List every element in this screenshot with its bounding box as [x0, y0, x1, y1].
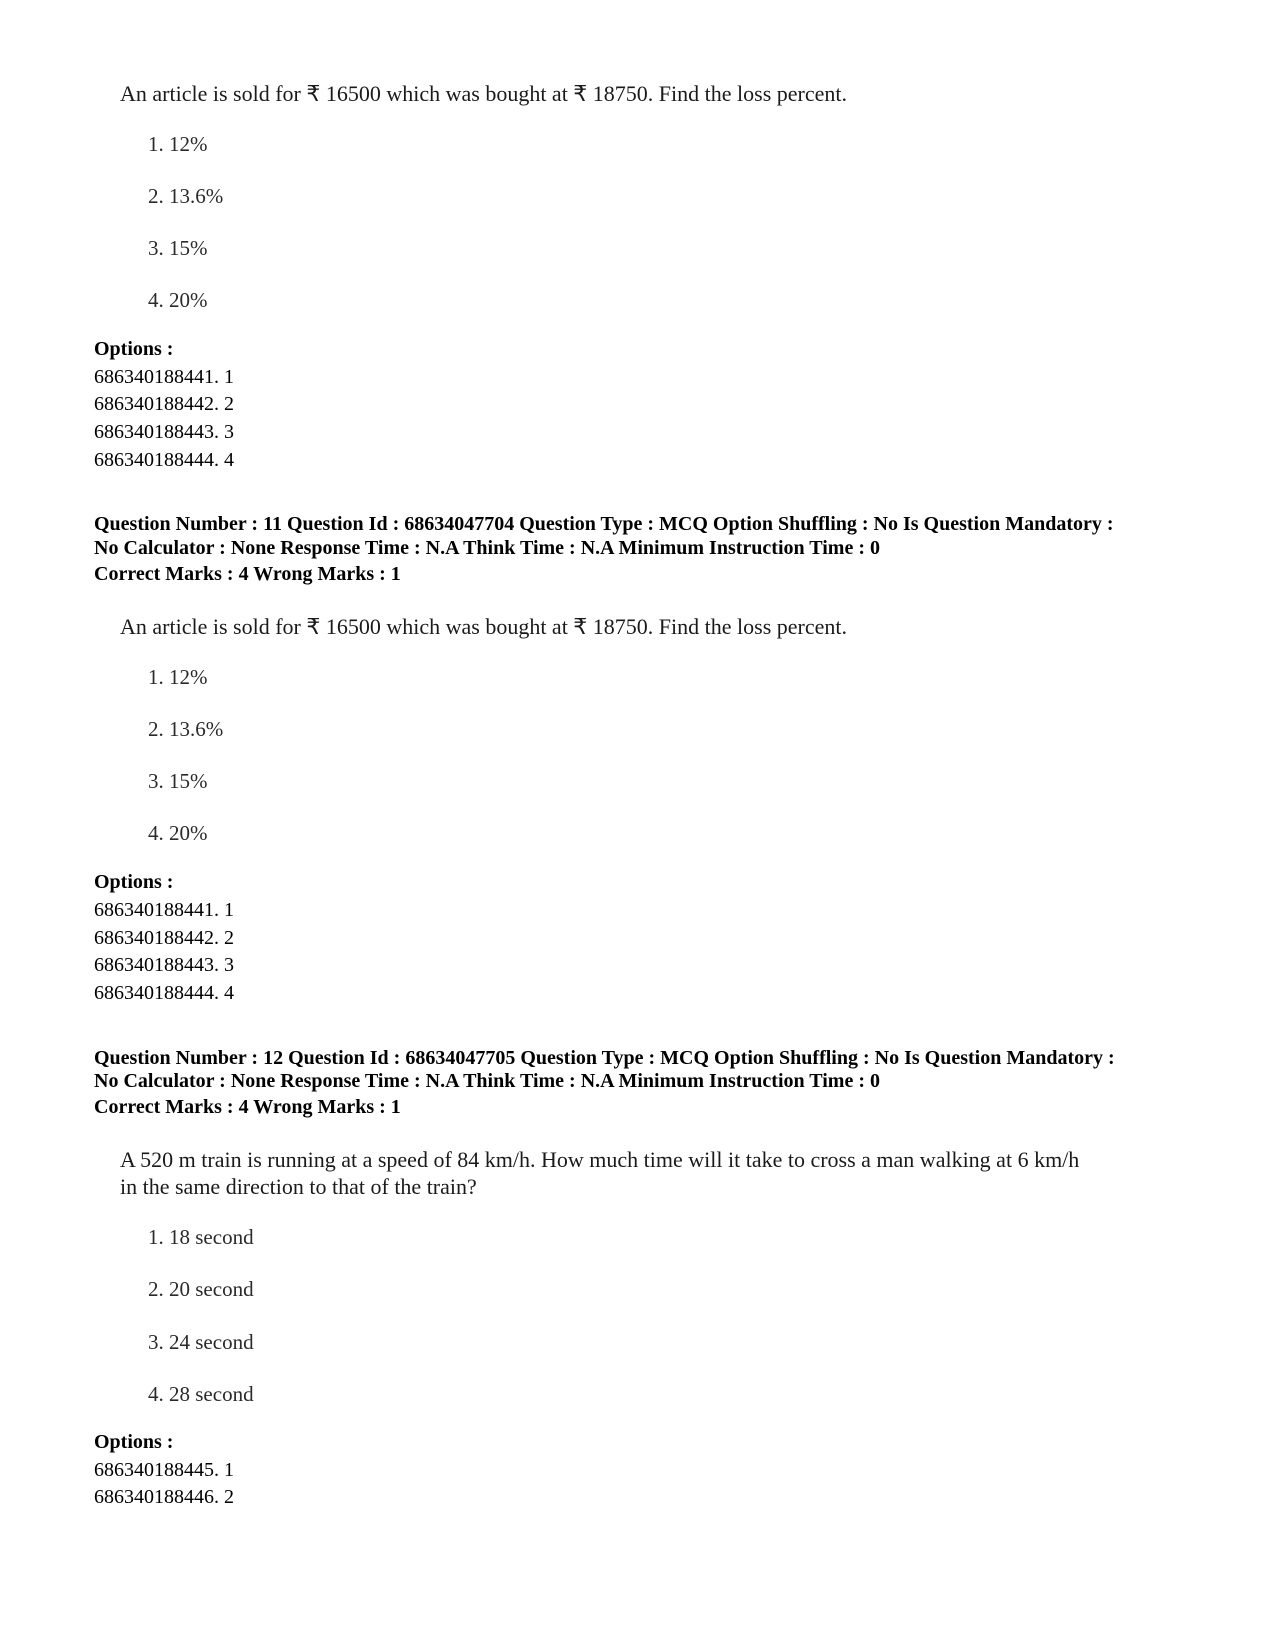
- answer-choice: 3. 24 second: [148, 1330, 254, 1354]
- option-id-row: 686340188442. 2: [94, 927, 234, 949]
- options-label: Options :: [94, 1431, 174, 1453]
- answer-choice: 4. 20%: [148, 821, 208, 845]
- question-meta-line: Question Number : 11 Question Id : 68634047704 Question Type : MCQ Option Shuffling : No Is Question Mandatory :: [94, 513, 1114, 535]
- option-id-row: 686340188444. 4: [94, 982, 234, 1004]
- option-id-row: 686340188446. 2: [94, 1486, 234, 1508]
- question-meta-line: Question Number : 12 Question Id : 68634047705 Question Type : MCQ Option Shuffling : No Is Question Mandatory :: [94, 1047, 1115, 1069]
- answer-choice: 3. 15%: [148, 769, 208, 793]
- question-meta-line: No Calculator : None Response Time : N.A Think Time : N.A Minimum Instruction Time : 0: [94, 537, 880, 559]
- question-marks: Correct Marks : 4 Wrong Marks : 1: [94, 1096, 401, 1118]
- answer-choice: 2. 13.6%: [148, 717, 224, 741]
- question-text: An article is sold for ₹ 16500 which was bought at ₹ 18750. Find the loss percent.: [120, 81, 847, 106]
- answer-choice: 1. 12%: [148, 132, 208, 156]
- answer-choice: 1. 12%: [148, 665, 208, 689]
- answer-choice: 2. 13.6%: [148, 184, 224, 208]
- answer-choice: 3. 15%: [148, 236, 208, 260]
- question-meta-line: No Calculator : None Response Time : N.A Think Time : N.A Minimum Instruction Time : 0: [94, 1070, 880, 1092]
- question-marks: Correct Marks : 4 Wrong Marks : 1: [94, 563, 401, 585]
- option-id-row: 686340188444. 4: [94, 449, 234, 471]
- option-id-row: 686340188443. 3: [94, 954, 234, 976]
- option-id-row: 686340188445. 1: [94, 1459, 234, 1481]
- answer-choice: 1. 18 second: [148, 1225, 254, 1249]
- answer-choice: 2. 20 second: [148, 1277, 254, 1301]
- option-id-row: 686340188442. 2: [94, 393, 234, 415]
- option-id-row: 686340188441. 1: [94, 366, 234, 388]
- options-label: Options :: [94, 338, 174, 360]
- options-label: Options :: [94, 871, 174, 893]
- answer-choice: 4. 28 second: [148, 1382, 254, 1406]
- question-text-line: A 520 m train is running at a speed of 84 km/h. How much time will it take to cross a man walking at 6 km/h: [120, 1147, 1080, 1172]
- answer-choice: 4. 20%: [148, 288, 208, 312]
- question-text-line: in the same direction to that of the train?: [120, 1174, 477, 1199]
- option-id-row: 686340188443. 3: [94, 421, 234, 443]
- question-text: An article is sold for ₹ 16500 which was bought at ₹ 18750. Find the loss percent.: [120, 614, 847, 639]
- option-id-row: 686340188441. 1: [94, 899, 234, 921]
